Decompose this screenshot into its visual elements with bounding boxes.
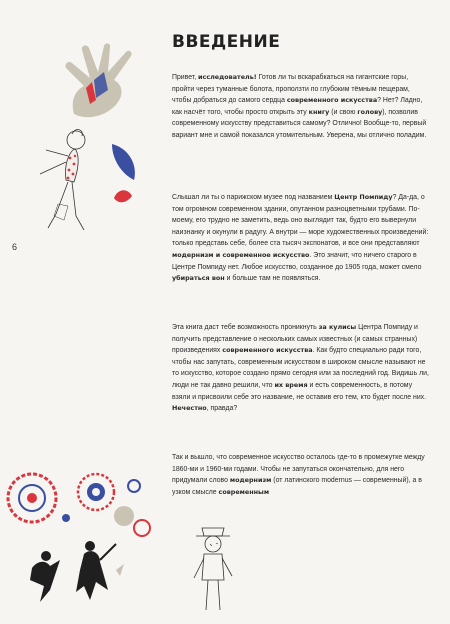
text-run: ), позволив современному искусству представиться самому? Отлично! Вообще-то, первый вариант мне и самой показался утомительным. Уверена, мы отлично поладим. <box>172 108 427 139</box>
text-run: . Как будто специально ради того, чтобы нас запутать, современным искусством в широком смысле называют не то искусство, которое создано прямо сегодня или за последний год. Видишь ли, люди не так давно решили, что <box>172 347 429 389</box>
dancing-silhouettes-icon <box>20 530 140 610</box>
text-run: Привет, <box>172 74 199 81</box>
paragraph-2 <box>172 192 430 295</box>
bold-phrase: убираться вон <box>172 274 225 283</box>
text-run: Слышал ли ты о парижском музее под названием <box>172 194 335 201</box>
bold-phrase: современным <box>218 487 270 496</box>
bold-phrase: современного искусства <box>286 96 378 105</box>
man-with-hat-icon <box>188 518 238 614</box>
text-run: ? Да-да, о том огромном современном здании, опутанном разноцветными трубами. По-моему, его трудно не заметить, ведь оно выглядит так, будто его вывернули наизнанку и окунули в радугу. А внутри — море художественных произведений: только представь себе, более ста тысяч экспонатов, и все они представляют <box>172 194 429 248</box>
bold-phrase: их время <box>274 380 308 389</box>
paragraph-1 <box>172 72 430 152</box>
hand-icon <box>60 42 160 122</box>
blue-leaf-shape-icon <box>108 140 140 184</box>
paragraph-text <box>172 322 430 415</box>
bold-phrase: исследователь! <box>198 73 257 81</box>
text-run: , правда? <box>206 405 238 413</box>
text-run: Так и вышло, что современное искусство осталось где-то в промежутке между 1860-ми и 1960-ми годами. Чтобы не запутаться окончательно, для него придумали слово <box>172 454 425 485</box>
text-run: и есть современность, в потому взяли и присвоили себе это название, не оставив его тем, кто будет после них. <box>172 381 427 401</box>
red-drop-shape-icon <box>112 186 134 206</box>
page-number: 6 <box>12 242 18 252</box>
text-run: Готов ли ты вскарабкаться на гигантские горы, пройти через туманные болота, проползти по глубоким тёмным пещерам, чтобы добраться до самого сердца <box>172 74 410 105</box>
page-title: ВВЕДЕНИЕ <box>172 32 281 52</box>
paragraph-text <box>172 72 430 142</box>
bold-phrase: модернизм <box>229 476 272 485</box>
text-run: и больше там не появляться. <box>224 275 321 283</box>
dancer-figure-icon <box>28 124 108 242</box>
bold-phrase: модернизм и современное искусство <box>172 250 310 259</box>
bold-phrase: Нечестно <box>172 404 207 413</box>
bold-phrase: голову <box>357 107 383 116</box>
paragraph-4 <box>172 452 430 508</box>
text-run: . Это значит, что ничего старого в Центре Помпиду нет. Любое искусство, созданное до 1905 года, может смело <box>172 251 422 271</box>
text-run: (и свою <box>329 108 358 116</box>
text-run: ? Нет? Ладно, как насчёт того, чтобы просто открыть эту <box>172 97 423 116</box>
paragraph-3 <box>172 322 430 425</box>
text-run: (от латинского modernus — современный), а в узком смысле <box>172 477 422 496</box>
bold-phrase: современного искусства <box>222 346 313 355</box>
text-run: Эта книга даст тебе возможность проникнуть <box>172 324 319 331</box>
text-run: Центра Помпиду и получить представление о нескольких самых известных (и самых странных) произведениях <box>172 324 418 355</box>
bold-phrase: Центр Помпиду <box>334 193 393 201</box>
paragraph-text <box>172 452 430 498</box>
paragraph-text <box>172 192 430 285</box>
bold-phrase: за кулисы <box>318 323 357 331</box>
bold-phrase: книгу <box>308 107 330 116</box>
